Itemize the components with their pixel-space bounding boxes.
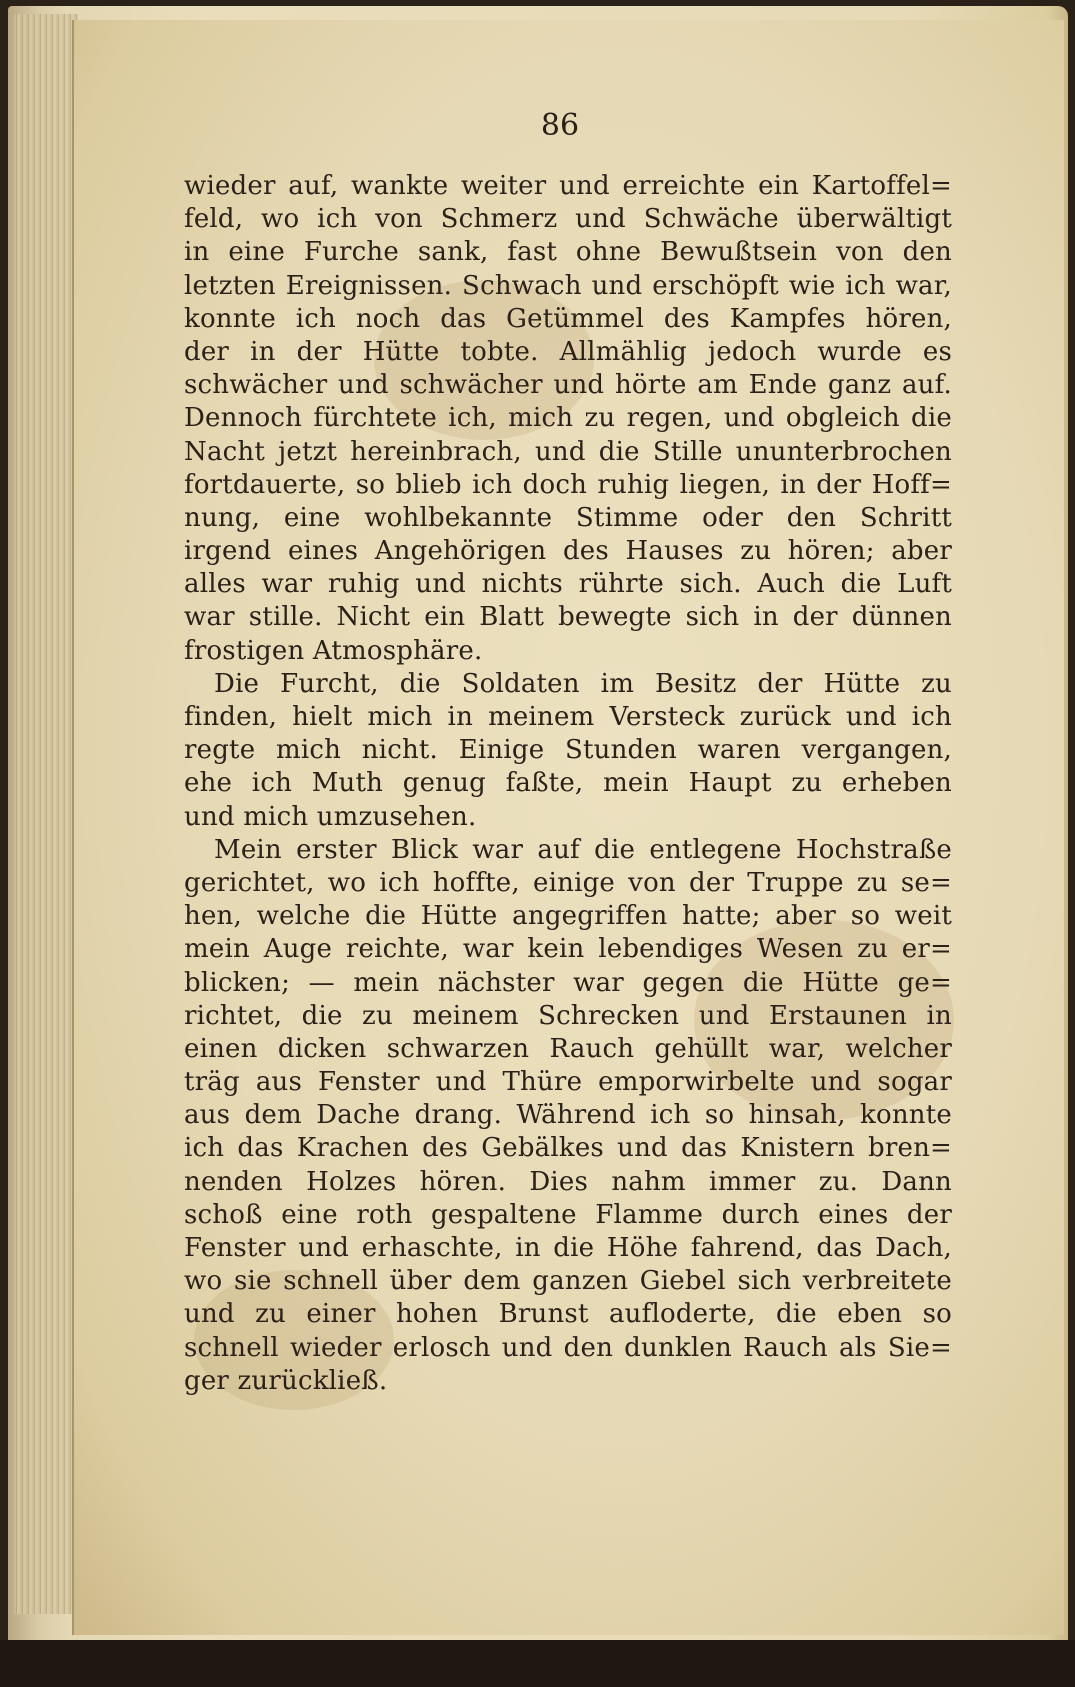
text-line: nenden Holzes hören. Dies nahm immer zu. Dann — [184, 1166, 952, 1197]
text-line: Die Furcht, die Soldaten im Besitz der Hütte zu — [214, 668, 952, 699]
text-line: richtet, die zu meinem Schrecken und Erstaunen in — [184, 1000, 952, 1031]
text-line: nung, eine wohlbekannte Stimme oder den Schritt — [184, 502, 952, 533]
text-line: schoß eine roth gespaltene Flamme durch eines der — [184, 1199, 952, 1230]
text-line: blicken; — mein nächster war gegen die Hütte ge= — [184, 967, 952, 998]
text-line: alles war ruhig und nichts rührte sich. Auch die Luft — [184, 569, 952, 600]
text-line: letzten Ereignissen. Schwach und erschöpft wie ich war, — [184, 270, 952, 301]
text-line: Fenster und erhaschte, in die Höhe fahrend, das Dach, — [184, 1233, 952, 1263]
text-line: schnell wieder erlosch und den dunklen Rauch als Sie= — [184, 1332, 952, 1363]
text-line: finden, hielt mich in meinem Versteck zurück und ich — [184, 702, 952, 732]
text-line: wieder auf, wankte weiter und erreichte ein Kartoffel= — [184, 171, 952, 201]
text-line: aus dem Dache drang. Während ich so hinsah, konnte — [184, 1100, 952, 1131]
text-line: gerichtet, wo ich hoffte, einige von der Truppe zu se= — [184, 867, 952, 898]
text-line: fortdauerte, so blieb ich doch ruhig liegen, in der Hoff= — [184, 469, 952, 500]
text-line: hen, welche die Hütte angegriffen hatte; aber so weit — [184, 901, 952, 932]
text-line: in eine Furche sank, fast ohne Bewußtsein von den — [184, 237, 952, 268]
text-line: konnte ich noch das Getümmel des Kampfes hören, — [184, 303, 952, 334]
text-line: Nacht jetzt hereinbrach, und die Stille ununterbrochen — [184, 436, 952, 467]
text-line: feld, wo ich von Schmerz und Schwäche überwältigt — [184, 204, 952, 235]
text-line: ich das Krachen des Gebälkes und das Knistern bren= — [184, 1133, 952, 1164]
text-line: einen dicken schwarzen Rauch gehüllt war, welcher — [184, 1033, 952, 1064]
body-text — [184, 170, 952, 1398]
text-line: irgend eines Angehörigen des Hauses zu hören; aber — [184, 536, 952, 567]
text-line: träg aus Fenster und Thüre emporwirbelte und sogar — [184, 1067, 952, 1098]
page-edges — [14, 14, 78, 1614]
page-number: 86 — [540, 108, 580, 143]
text-line: ger zurückließ. — [184, 1365, 388, 1396]
text-line: regte mich nicht. Einige Stunden waren vergangen, — [184, 735, 952, 766]
text-line: und zu einer hohen Brunst aufloderte, die eben so — [184, 1299, 952, 1330]
text-line: wo sie schnell über dem ganzen Giebel sich verbreitete — [184, 1266, 952, 1297]
text-line: mein Auge reichte, war kein lebendiges Wesen zu er= — [184, 934, 952, 965]
text-line: der in der Hütte tobte. Allmählig jedoch wurde es — [184, 336, 952, 367]
scan-background — [0, 1640, 1075, 1687]
text-line: war stille. Nicht ein Blatt bewegte sich in der dünnen — [184, 602, 952, 633]
text-line: Mein erster Blick war auf die entlegene Hochstraße — [214, 834, 952, 865]
text-line: schwächer und schwächer und hörte am Ende ganz auf. — [184, 370, 952, 401]
text-line: frostigen Atmosphäre. — [184, 635, 483, 666]
text-line: Dennoch fürchtete ich, mich zu regen, und obgleich die — [184, 403, 952, 434]
text-line: ehe ich Muth genug faßte, mein Haupt zu erheben — [184, 768, 952, 799]
text-line: und mich umzusehen. — [184, 801, 477, 832]
